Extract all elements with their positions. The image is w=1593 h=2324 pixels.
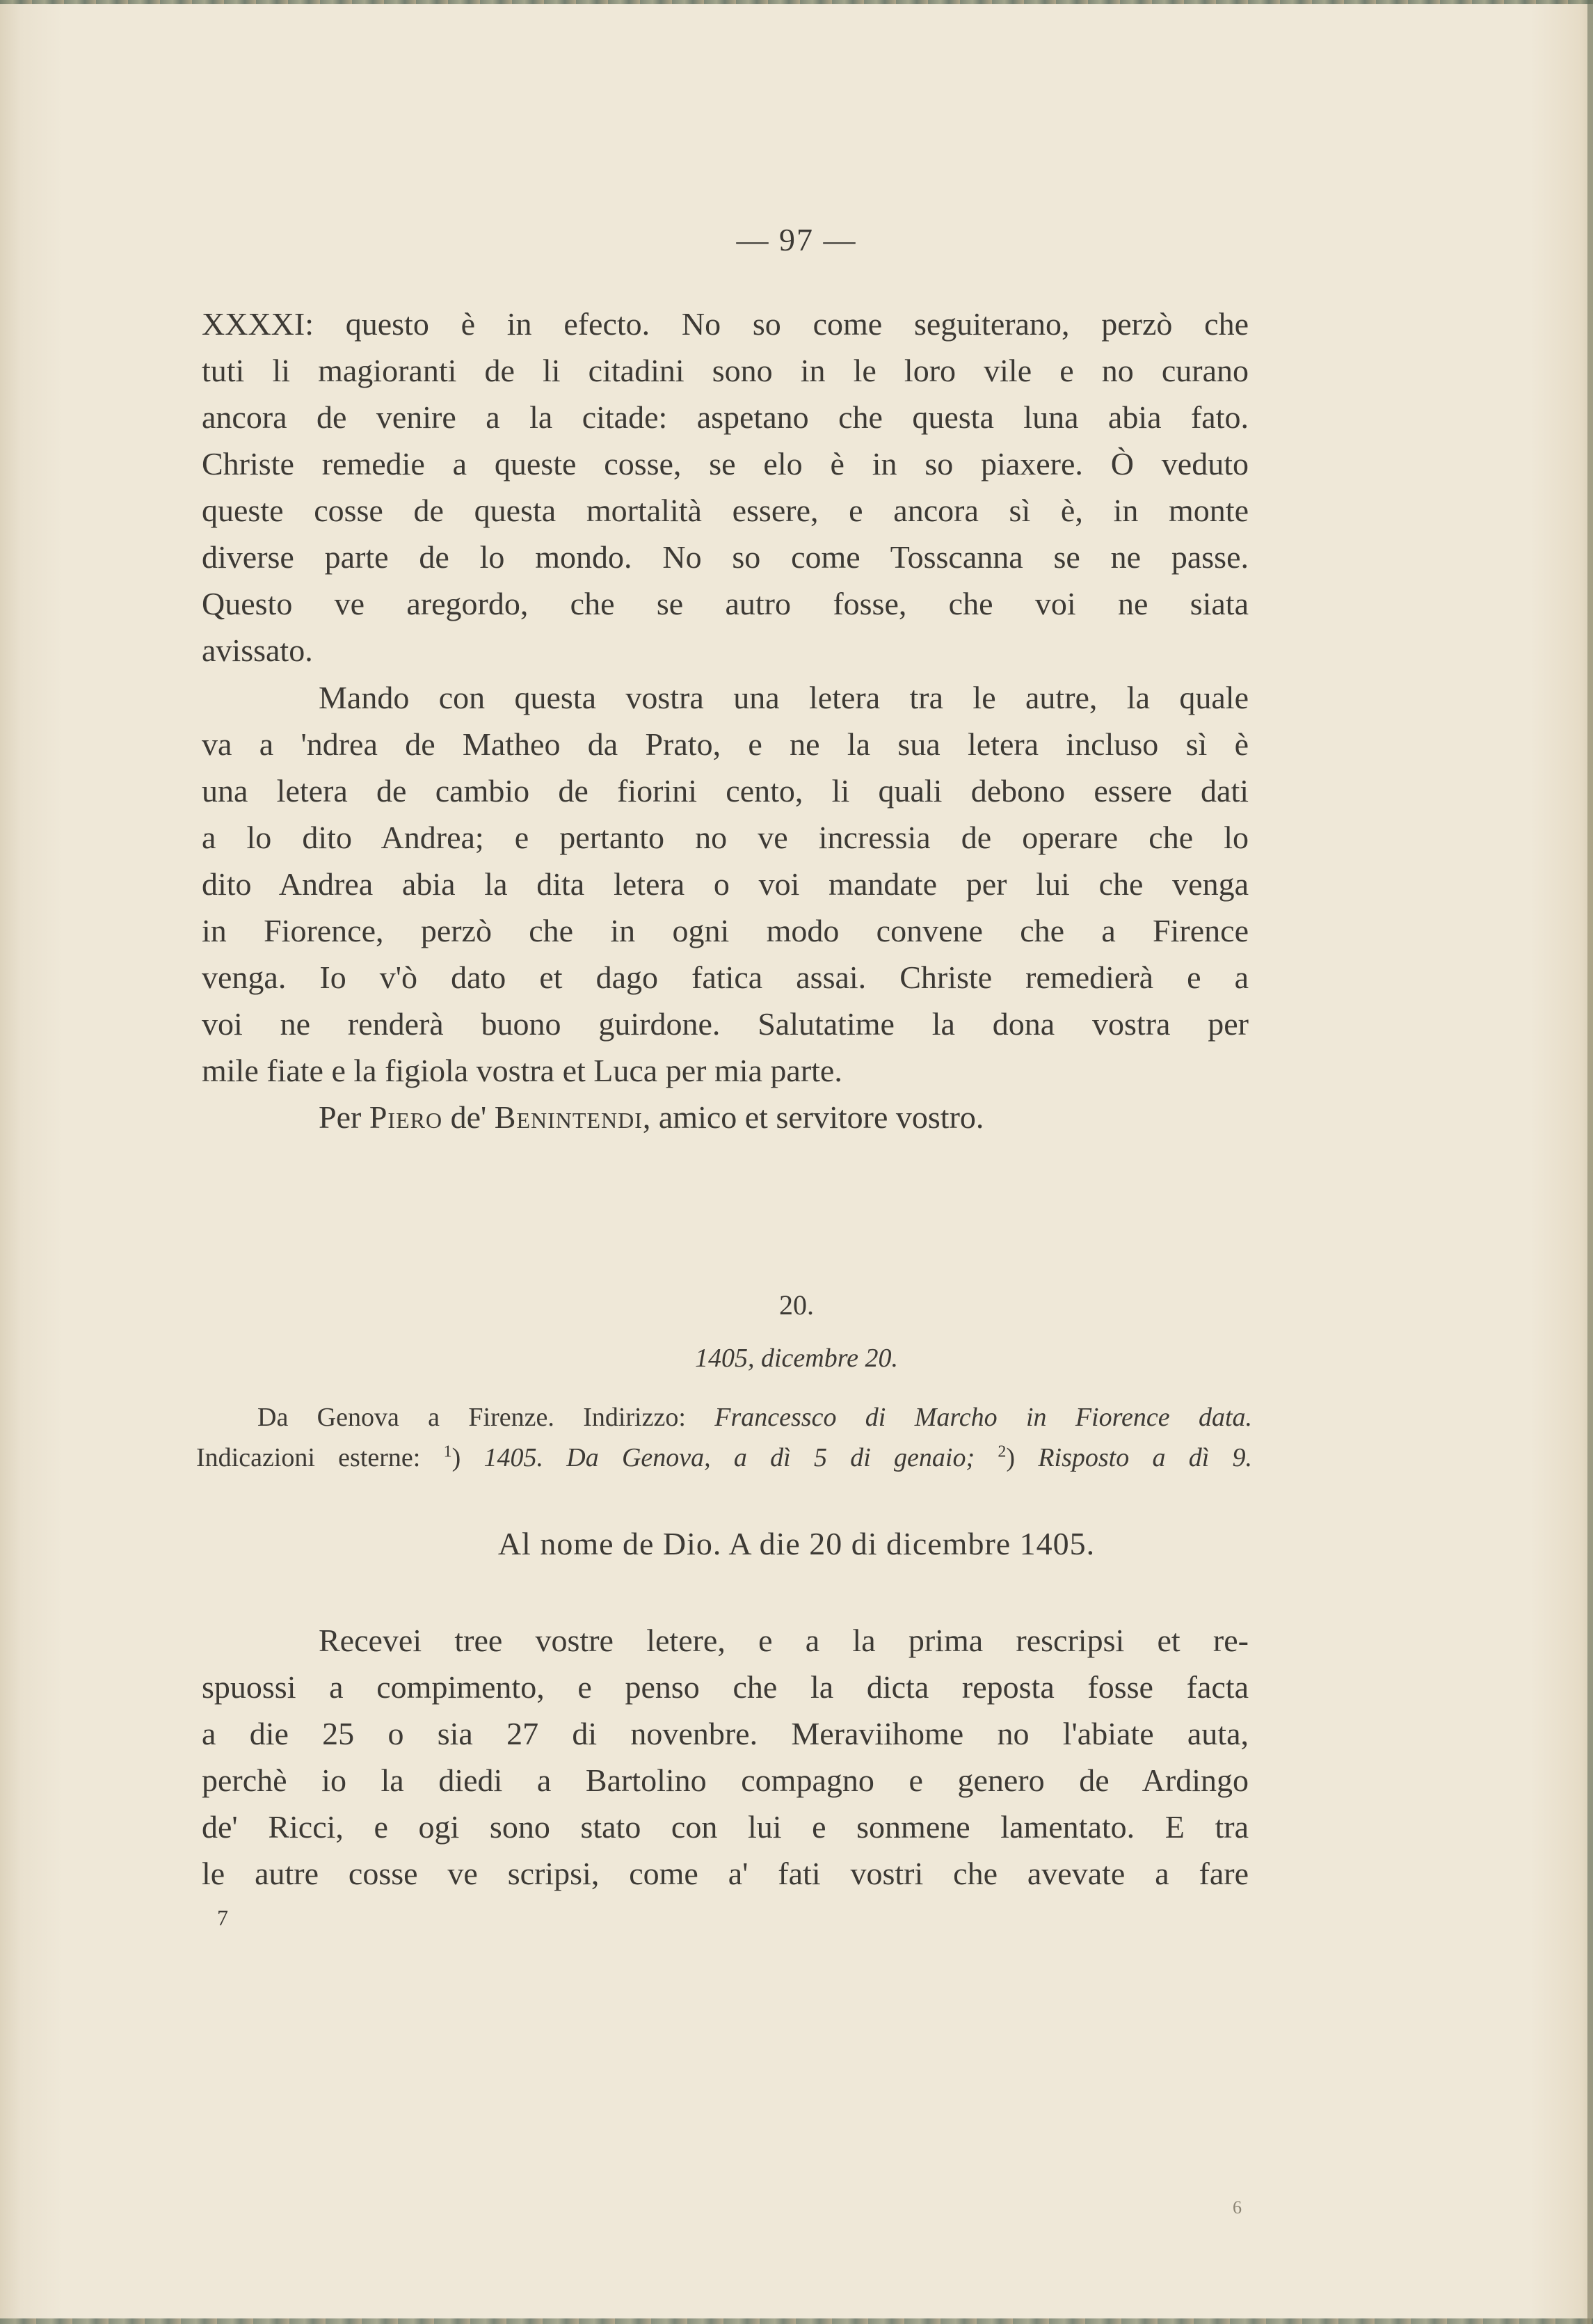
text-line: a lo dito Andrea; e pertanto no ve incressia de operare che lo bbox=[202, 820, 1249, 855]
signature-between: de' bbox=[450, 1099, 487, 1135]
text-line: spuossi a compimento, e penso che la dicta reposta fosse facta bbox=[202, 1669, 1249, 1705]
page-right-edge bbox=[1587, 0, 1593, 2324]
text-line: queste cosse de questa mortalità essere, e ancora sì è, in monte bbox=[202, 493, 1249, 528]
text-line: mile fiate e la figiola vostra et Luca per mia parte. bbox=[202, 1053, 842, 1088]
text-line: a die 25 o sia 27 di novenbre. Meraviihome no l'abiate auta, bbox=[202, 1716, 1249, 1751]
text-line: Recevei tree vostre letere, e a la prima rescripsi et re- bbox=[319, 1623, 1249, 1658]
letter-date: 1405, dicembre 20. bbox=[695, 1344, 898, 1373]
footnote-mark-1: 1 bbox=[443, 1442, 452, 1461]
text-line: perchè io la diedi a Bartolino compagno e genero de Ardingo bbox=[202, 1762, 1249, 1798]
letter-signature bbox=[202, 1094, 1249, 1140]
text-line: va a 'ndrea de Matheo da Prato, e ne la sua letera incluso sì è bbox=[202, 726, 1249, 762]
metadata-external-label: Indicazioni esterne: bbox=[196, 1443, 421, 1472]
metadata-note-1: 1405. Da Genova, a dì 5 di genaio; bbox=[483, 1443, 975, 1472]
signature-prefix: Per bbox=[319, 1099, 362, 1135]
page-top-edge bbox=[0, 0, 1593, 4]
text-line: tuti li magioranti de li citadini sono in le loro vile e no curano bbox=[202, 353, 1249, 388]
metadata-address-line bbox=[196, 1397, 1252, 1438]
text-line: de' Ricci, e ogi sono stato con lui e sonmene lamentato. E tra bbox=[202, 1809, 1249, 1845]
text-line: XXXXI: questo è in efecto. No so come seguiterano, perzò che bbox=[202, 306, 1249, 342]
page-bottom-edge bbox=[0, 2318, 1593, 2324]
text-line: voi ne renderà buono guirdone. Salutatime la dona vostra per bbox=[202, 1006, 1249, 1042]
text-line: diverse parte de lo mondo. No so come Tosscanna se ne passe. bbox=[202, 539, 1249, 575]
paragraph-2 bbox=[202, 674, 1249, 1140]
paragraph-3 bbox=[202, 1617, 1249, 1897]
text-line: Questo ve aregordo, che se autro fosse, che voi ne siata bbox=[202, 586, 1249, 621]
signature-name-last: Benintendi bbox=[494, 1099, 643, 1135]
text-line: una letera de cambio de fiorini cento, li quali debono essere dati bbox=[202, 773, 1249, 809]
signature-name-first: Piero bbox=[369, 1099, 443, 1135]
signature-suffix: , amico et servitore vostro. bbox=[642, 1099, 984, 1135]
metadata-address: Francessco di Marcho in Fiorence data. bbox=[714, 1403, 1252, 1432]
text-line: le autre cosse ve scripsi, come a' fati vostri che avevate a fare bbox=[202, 1856, 1249, 1891]
text-line: venga. Io v'ò dato et dago fatica assai. Christe remedierà e a bbox=[202, 960, 1249, 995]
metadata-external-line: Indicazioni esterne: $^1$) 1405. Da Genova, a dì 5 di genaio; $^2$) Risposto a dì 9. bbox=[196, 1442, 1253, 1472]
metadata-note-2: Risposto a dì 9. bbox=[1038, 1443, 1253, 1472]
text-line: avissato. bbox=[202, 632, 313, 668]
text-line: dito Andrea abia la dita letera o voi mandate per lui che venga bbox=[202, 866, 1249, 902]
footnote-mark-2: 2 bbox=[998, 1442, 1007, 1461]
paragraph-1 bbox=[202, 301, 1249, 674]
letter-metadata bbox=[196, 1397, 1252, 1478]
letter-number: 20. bbox=[779, 1289, 814, 1321]
page-number-header: — 97 — bbox=[736, 222, 857, 257]
text-line: ancora de venire a la citade: aspetano che questa luna abia fato. bbox=[202, 399, 1249, 435]
text-line: in Fiorence, perzò che in ogni modo convene che a Firence bbox=[202, 913, 1249, 948]
signature-mark: 7 bbox=[217, 1905, 228, 1930]
letter-salutation: Al nome de Dio. A die 20 di dicembre 1405. bbox=[497, 1526, 1096, 1561]
corner-mark: 6 bbox=[1233, 2197, 1242, 2218]
text-line: Mando con questa vostra una letera tra le autre, la quale bbox=[319, 680, 1249, 715]
metadata-route: Da Genova a Firenze. Indirizzo: bbox=[257, 1403, 686, 1432]
text-line: Christe remedie a queste cosse, se elo è in so piaxere. Ò veduto bbox=[202, 446, 1249, 481]
